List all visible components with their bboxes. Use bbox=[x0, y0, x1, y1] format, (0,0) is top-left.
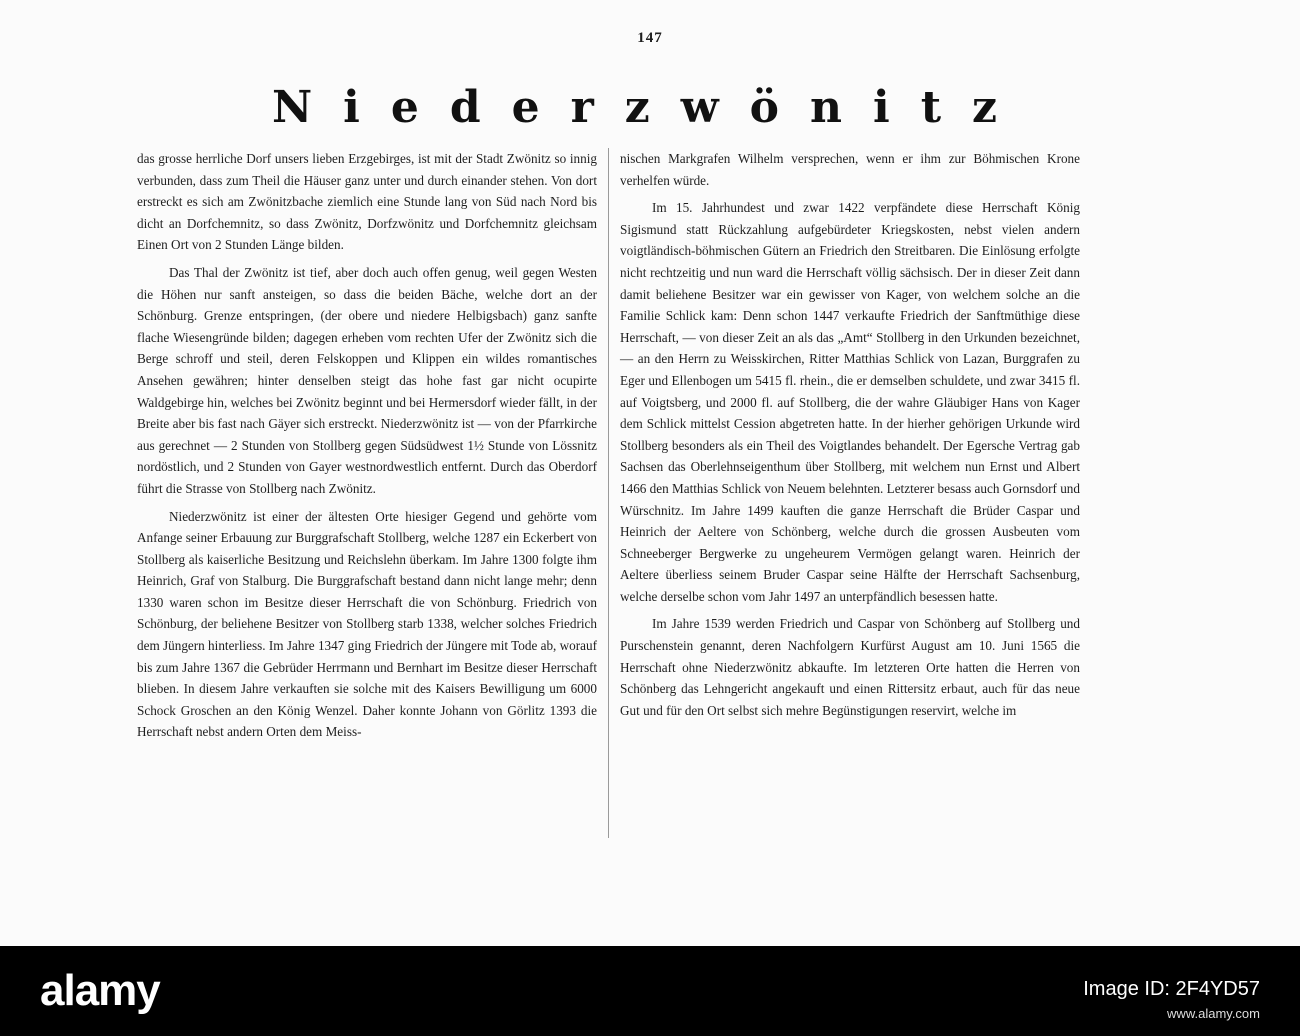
left-paragraph-1: das grosse herrliche Dorf unsers lieben Erzgebirges, ist mit der Stadt Zwönitz so innig verbunden, dass zum Theil die Häuser ganz unter und durch einander stehen. Von dort erstreckt es sich am Zwönitzbache ziemlich eine Stunde lang von Süd nach Nord bis dicht an Dorfchemnitz, so dass Zwönitz, Dorfzwönitz und Dorfchemnitz gleichsam Einen Ort von 2 Stunden Länge bilden. bbox=[137, 151, 597, 253]
stock-logo-text: alamy bbox=[40, 966, 160, 1015]
left-paragraph-2: Das Thal der Zwönitz ist tief, aber doch auch offen genug, weil gegen Westen die Höhen nur sanft ansteigen, so dass die beiden Bäche, welche dort an der Schönburg. Grenze entspringen, (der obere und niedere Helbigsbach) ganz sanfte flache Wiesengründe bilden; dagegen erheben vom rechten Ufer der Zwönitz sich die Berge schroff und steil, deren Felskoppen und Klippen ein wildes romantisches Ansehen gewähren; hinter denselben steigt das hohe fast gar nicht ocupirte Waldgebirge hin, welches bei Zwönitz beginnt und bei Hermersdorf wieder fällt, in der Breite aber bis fast nach Gäyer sich erstreckt. Niederzwönitz ist — von der Pfarrkirche aus gerechnet — 2 Stunden von Stollberg gegen Südsüdwest 1½ Stunde von Lössnitz nordöstlich, und 2 Stunden von Gayer westnordwestlich entfernt. Durch das Oberdorf führt die Strasse von Stollberg nach Zwönitz. bbox=[137, 264, 597, 496]
right-paragraph-2: Im 15. Jahrhundest und zwar 1422 verpfändete diese Herrschaft König Sigismund statt Rückzahlung aufgebürdeter Kriegskosten, nebst vielen andern voigtländisch-böhmischen Gütern an Friedrich den Streitbaren. Die Einlösung erfolgte nicht rechtzeitig und nun ward die Herrschaft völlig sächsisch. Der in dieser Zeit dann damit beliehene Besitzer war ein gewisser von Kager, von welchem solche an die Familie Schlick kam: Denn schon 1447 verkaufte Friedrich der Sanftmüthige diese Herrschaft, — von dieser Zeit an als das „Amt“ Stollberg in den Urkunden bezeichnet, — an den Herrn zu Weisskirchen, Ritter Matthias Schlick von Lazan, Burggrafen zu Eger und Ellenbogen um 5415 fl. rhein., die er demselben schuldete, und zwar 3415 fl. auf Voigtsberg, und 2000 fl. auf Stollberg, die der wahre Gläubiger Hans von Kager dem Schlick mittelst Cession abgetreten hatte. In der hierher gehörigen Urkunde wird Stollberg besonders als ein Theil des Voigtlandes behandelt. Der Egersche Vertrag gab Sachsen das Oberlehnseigenthum über Stollberg, mit welchem nun Ernst und Albert 1466 den Matthias Schlick von Neuem belehnten. Letzterer besass auch Gornsdorf und Würschnitz. Im Jahre 1499 kauften die ganze Herrschaft die Brüder Caspar und Heinrich der Aeltere von Schönberg, welche durch die grossen Ausbeuten vom Schneeberger Bergwerke zu ungeheurem Vermögen gelangt waren. Heinrich der Aeltere überliess seinem Bruder Caspar seine Hälfte der Herrschaft Sachsenburg, welche derselbe schon vom Jahr 1497 an unterpfändlich besessen hatte. bbox=[620, 200, 1080, 604]
page-title: Niederzwönitz bbox=[271, 82, 1029, 133]
right-paragraph-3: Im Jahre 1539 werden Friedrich und Caspar von Schönberg auf Stollberg und Purschenstein genannt, deren Nachfolgern Kurfürst August am 10. Juni 1565 die Herrschaft ohne Niederzwönitz abkaufte. Im letzteren Orte hatten die Herren von Schönberg das Lehngericht angekauft und einen Rittersitz erbaut, auch für das neue Gut und für den Ort selbst sich mehre Begünstigungen reservirt, welche im bbox=[620, 616, 1080, 718]
right-column bbox=[620, 148, 1080, 727]
column-divider bbox=[608, 148, 609, 838]
stock-url: www.alamy.com bbox=[1167, 1006, 1260, 1021]
right-paragraph-1: nischen Markgrafen Wilhelm versprechen, wenn er ihm zur Böhmischen Krone verhelfen würde. bbox=[620, 151, 1080, 188]
left-paragraph-3: Niederzwönitz ist einer der ältesten Orte hiesiger Gegend und gehörte vom Anfange seiner Erbauung zur Burggrafschaft Stollberg, welche 1287 ein Eckerbert von Stollberg als kaiserliche Besitzung und Reichslehn überkam. Im Jahre 1300 folgte ihm Heinrich, Graf von Stalburg. Die Burggrafschaft bestand dann nicht lange mehr; denn 1330 waren schon im Besitze dieser Herrschaft die von Schönburg. Friedrich von Schönburg, der beliehene Besitzer von Stollberg starb 1338, welcher solches Friedrich dem Jüngern hinterliess. Im Jahre 1347 ging Friedrich der Jüngere mit Tode ab, worauf bis zum Jahre 1367 die Gebrüder Herrmann und Bernhart im Besitze dieser Herrschaft blieben. In diesem Jahre verkauften sie solche mit des Kaisers Bewilligung um 6000 Schock Groschen an den König Wenzel. Daher konnte Johann von Görlitz 1393 die Herrschaft nebst andern Orten dem Meiss- bbox=[137, 508, 597, 740]
image-id-label: Image ID: 2F4YD57 bbox=[1083, 978, 1260, 1000]
page-number: 147 bbox=[637, 30, 663, 46]
left-column bbox=[137, 148, 597, 749]
